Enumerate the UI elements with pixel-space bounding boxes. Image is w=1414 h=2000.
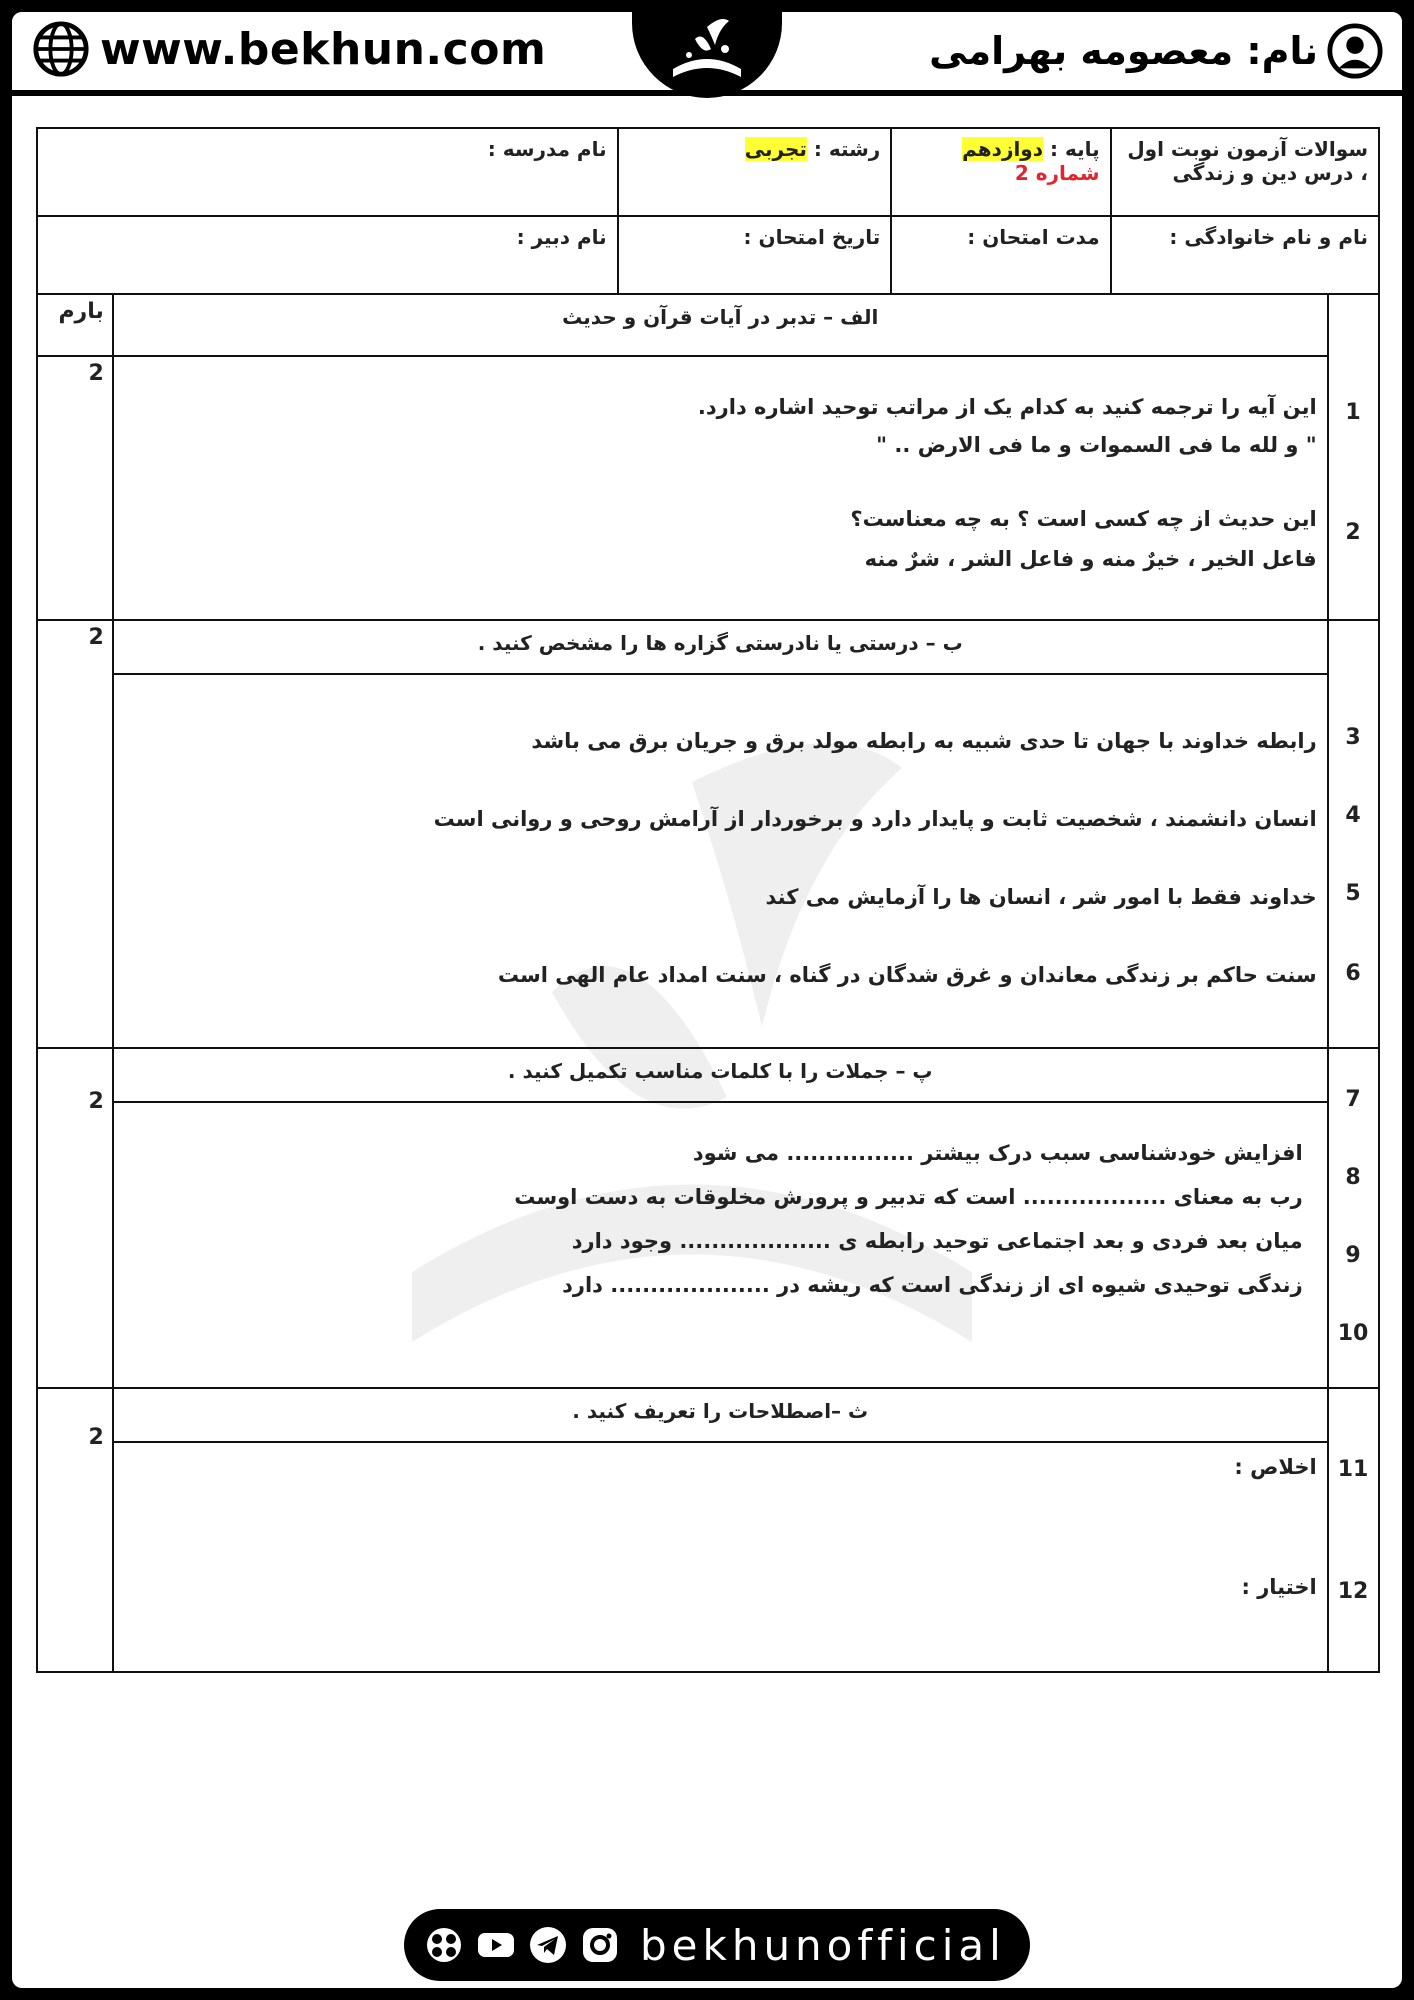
teacher-label: نام دبیر : [516, 225, 607, 249]
duration-cell [891, 216, 1110, 294]
student-name-block [929, 22, 1384, 80]
exam-number: شماره 2 [1014, 161, 1100, 185]
se-number-column [1328, 1388, 1379, 1672]
field-value: تجربی [744, 137, 807, 161]
top-header [12, 12, 1402, 96]
youtube-icon[interactable] [476, 1925, 516, 1965]
instagram-icon[interactable] [580, 1925, 620, 1965]
student-name: نام: معصومه بهرامی [929, 29, 1318, 73]
teacher-cell [37, 216, 618, 294]
field-label: رشته : [813, 137, 881, 161]
exam-page [12, 12, 1402, 1988]
question-number: 3 [1345, 725, 1361, 750]
telegram-icon[interactable] [528, 1925, 568, 1965]
question-number: 10 [1337, 1321, 1369, 1346]
section-alef-title: الف – تدبر در آیات قرآن و حدیث [113, 294, 1328, 356]
alef-questions [113, 356, 1328, 620]
question-number: 6 [1345, 961, 1361, 986]
question-number: 11 [1337, 1457, 1369, 1482]
globe-icon [32, 20, 90, 78]
school-cell [37, 128, 618, 216]
score-header: بارم [37, 294, 113, 356]
question-text: میان بعد فردی و بعد اجتماعی توحید رابطه ی ................... وجود دارد [571, 1229, 1303, 1253]
section-se-title: ث –اصطلاحات را تعریف کنید . [113, 1388, 1328, 1442]
grade-label: پایه : [1049, 137, 1100, 161]
school-label: نام مدرسه : [487, 137, 607, 161]
question-text: خداوند فقط با امور شر ، انسان ها را آزمایش می کند [765, 885, 1317, 909]
aparat-icon[interactable] [424, 1925, 464, 1965]
question-text: این آیه را ترجمه کنید به کدام یک از مراتب توحید اشاره دارد. [697, 395, 1317, 419]
alef-number-column [1328, 294, 1379, 620]
question-number: 9 [1345, 1243, 1361, 1268]
question-text: فاعل الخیر ، خیرٌ منه و فاعل الشر ، شرٌ منه [864, 547, 1317, 571]
section-score: 2 [37, 1048, 113, 1388]
bekhun-logo [632, 12, 782, 98]
section-score: 2 [37, 620, 113, 1048]
question-number: 7 [1345, 1087, 1361, 1112]
full-name-cell [1111, 216, 1379, 294]
social-handle[interactable]: bekhunofficial [640, 1920, 1006, 1970]
pe-questions [113, 1102, 1328, 1388]
question-number: 12 [1337, 1579, 1369, 1604]
section-pe-title: پ – جملات را با کلمات مناسب تکمیل کنید . [113, 1048, 1328, 1102]
website-link[interactable] [32, 20, 546, 78]
question-text: اخلاص : [1234, 1455, 1317, 1479]
full-name-label: نام و نام خانوادگی : [1169, 225, 1368, 249]
question-number: 2 [1345, 520, 1361, 545]
question-number: 8 [1345, 1165, 1361, 1190]
user-icon [1326, 22, 1384, 80]
footer-social-bar [404, 1909, 1030, 1981]
pe-number-column [1328, 1048, 1379, 1388]
grade-cell [891, 128, 1110, 216]
field-cell [618, 128, 892, 216]
question-text: این حدیث از چه کسی است ؟ به چه معناست؟ [850, 507, 1317, 531]
se-questions [113, 1442, 1328, 1672]
exam-table [36, 127, 1380, 1673]
date-label: تاریخ امتحان : [743, 225, 881, 249]
section-be-title: ب – درستی یا نادرستی گزاره ها را مشخص کنید . [113, 620, 1328, 674]
duration-label: مدت امتحان : [967, 225, 1100, 249]
question-text: رابطه خداوند با جهان تا حدی شبیه به رابطه مولد برق و جریان برق می باشد [531, 729, 1317, 753]
section-score: 2 [37, 1388, 113, 1672]
question-number: 5 [1345, 881, 1361, 906]
be-questions [113, 674, 1328, 1048]
section-score: 2 [37, 356, 113, 620]
question-text: اختیار : [1241, 1575, 1317, 1599]
question-text: افزایش خودشناسی سبب درک بیشتر ................ می شود [692, 1141, 1303, 1165]
question-text: سنت حاکم بر زندگی معاندان و غرق شدگان در گناه ، سنت امداد عام الهی است [497, 963, 1317, 987]
question-text: زندگی توحیدی شیوه ای از زندگی است که ریشه در .................... دارد [562, 1273, 1303, 1297]
question-text: انسان دانشمند ، شخصیت ثابت و پایدار دارد و برخوردار از آرامش روحی و روانی است [433, 807, 1317, 831]
question-number: 4 [1345, 803, 1361, 828]
date-cell [618, 216, 892, 294]
grade-value: دوازدهم [962, 137, 1044, 161]
question-text: رب به معنای .................. است که تدبیر و پرورش مخلوقات به دست اوست [514, 1185, 1303, 1209]
exam-title: سوالات آزمون نوبت اول ، درس دین و زندگی [1127, 137, 1368, 185]
be-number-column [1328, 620, 1379, 1048]
question-text: " و لله ما فی السموات و ما فی الارض .. " [876, 433, 1317, 457]
question-number: 1 [1345, 400, 1361, 425]
book-logo-icon [659, 12, 755, 89]
exam-title-cell [1111, 128, 1379, 216]
website-url: www.bekhun.com [100, 23, 547, 75]
